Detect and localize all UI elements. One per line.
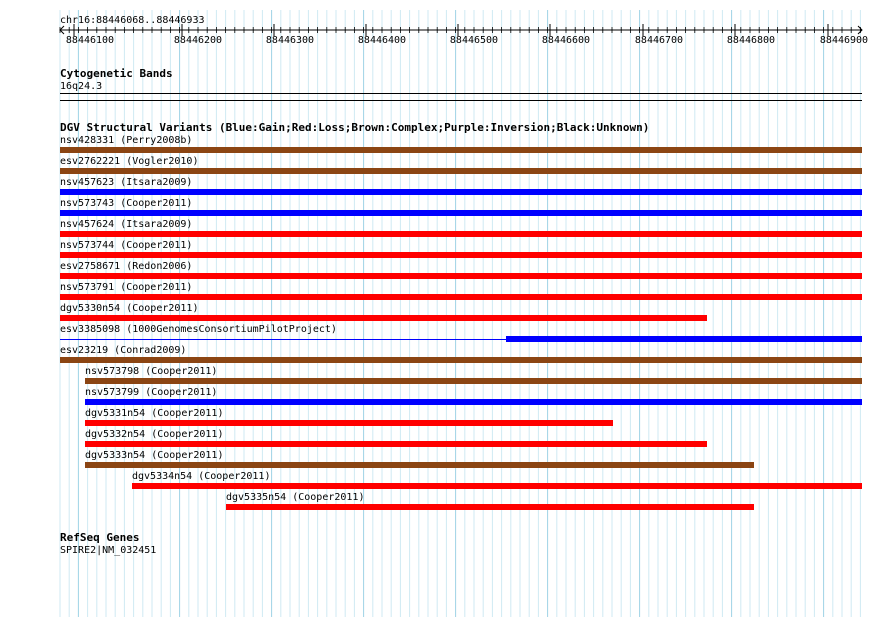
variant-connector-line[interactable] xyxy=(60,339,506,340)
ruler-tick-label: 88446300 xyxy=(265,35,315,46)
ruler-range-label: chr16:88446068..88446933 xyxy=(60,15,205,26)
cytoband-label: 16q24.3 xyxy=(60,81,103,92)
ruler-tick-label: 88446900 xyxy=(819,35,869,46)
variant-bar[interactable] xyxy=(85,399,862,405)
variant-bar[interactable] xyxy=(85,441,707,447)
ruler-tick-label: 88446200 xyxy=(173,35,223,46)
variant-bar[interactable] xyxy=(60,210,862,216)
variant-label[interactable]: dgv5330n54 (Cooper2011) xyxy=(60,303,199,314)
variant-bar[interactable] xyxy=(132,483,862,489)
variant-bar[interactable] xyxy=(506,336,862,342)
variant-label[interactable]: esv2762221 (Vogler2010) xyxy=(60,156,199,167)
ruler-tick-label: 88446100 xyxy=(65,35,115,46)
cytoband-top-line xyxy=(60,93,862,94)
ruler-tick-label: 88446500 xyxy=(449,35,499,46)
variant-label[interactable]: dgv5331n54 (Cooper2011) xyxy=(85,408,224,419)
variant-label[interactable]: nsv573798 (Cooper2011) xyxy=(85,366,218,377)
variant-bar[interactable] xyxy=(60,168,862,174)
variant-label[interactable]: esv3385098 (1000GenomesConsortiumPilotProject) xyxy=(60,324,337,335)
variant-bar[interactable] xyxy=(60,273,862,279)
cytoband-bottom-line xyxy=(60,100,862,101)
refseq-track-title: RefSeq Genes xyxy=(60,531,140,544)
variant-label[interactable]: esv23219 (Conrad2009) xyxy=(60,345,187,356)
variant-bar[interactable] xyxy=(60,252,862,258)
cytoband-track-title: Cytogenetic Bands xyxy=(60,67,173,80)
variant-label[interactable]: dgv5334n54 (Cooper2011) xyxy=(132,471,271,482)
variant-label[interactable]: nsv573744 (Cooper2011) xyxy=(60,240,193,251)
variant-bar[interactable] xyxy=(60,294,862,300)
ruler-tick-label: 88446400 xyxy=(357,35,407,46)
variant-label[interactable]: nsv573743 (Cooper2011) xyxy=(60,198,193,209)
variant-label[interactable]: nsv573791 (Cooper2011) xyxy=(60,282,193,293)
variant-bar[interactable] xyxy=(85,462,754,468)
variant-bar[interactable] xyxy=(60,357,862,363)
variant-label[interactable]: esv2758671 (Redon2006) xyxy=(60,261,193,272)
variant-bar[interactable] xyxy=(60,189,862,195)
variant-bar[interactable] xyxy=(60,315,707,321)
refseq-gene-label[interactable]: SPIRE2|NM_032451 xyxy=(60,545,157,556)
ruler-tick-label: 88446700 xyxy=(634,35,684,46)
variant-bar[interactable] xyxy=(60,231,862,237)
variant-label[interactable]: dgv5333n54 (Cooper2011) xyxy=(85,450,224,461)
ruler-tick-label: 88446600 xyxy=(541,35,591,46)
ruler-tick-label: 88446800 xyxy=(726,35,776,46)
variant-bar[interactable] xyxy=(226,504,754,510)
variant-label[interactable]: nsv428331 (Perry2008b) xyxy=(60,135,193,146)
variant-label[interactable]: nsv573799 (Cooper2011) xyxy=(85,387,218,398)
variant-bar[interactable] xyxy=(85,420,613,426)
variant-label[interactable]: dgv5335n54 (Cooper2011) xyxy=(226,492,365,503)
variant-bar[interactable] xyxy=(60,147,862,153)
variant-label[interactable]: nsv457624 (Itsara2009) xyxy=(60,219,193,230)
variant-bar[interactable] xyxy=(85,378,862,384)
dgv-track-title: DGV Structural Variants (Blue:Gain;Red:Loss;Brown:Complex;Purple:Inversion;Black:Unknown) xyxy=(60,121,650,134)
variant-label[interactable]: dgv5332n54 (Cooper2011) xyxy=(85,429,224,440)
variant-label[interactable]: nsv457623 (Itsara2009) xyxy=(60,177,193,188)
refseq-gene-model[interactable] xyxy=(0,550,890,566)
